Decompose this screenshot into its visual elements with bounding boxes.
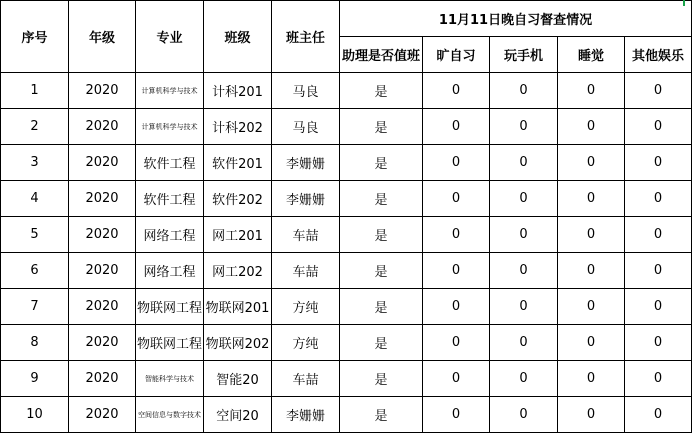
cell-class[interactable]: 物联网201 — [204, 289, 272, 325]
cell-sleep[interactable]: 0 — [558, 109, 625, 145]
cell-other[interactable]: 0 — [625, 73, 692, 109]
cell-absent[interactable]: 0 — [423, 109, 490, 145]
cell-phone[interactable]: 0 — [490, 397, 558, 433]
cell-phone[interactable]: 0 — [490, 289, 558, 325]
table-row — [1, 109, 692, 145]
cell-index[interactable]: 10 — [1, 397, 69, 433]
cell-class[interactable]: 网工201 — [204, 217, 272, 253]
cell-class[interactable]: 空间20 — [204, 397, 272, 433]
table-row — [1, 73, 692, 109]
cell-assistant[interactable]: 是 — [340, 145, 423, 181]
header-phone[interactable]: 玩手机 — [490, 37, 558, 73]
cell-assistant[interactable]: 是 — [340, 289, 423, 325]
cell-phone[interactable]: 0 — [490, 325, 558, 361]
cell-major[interactable]: 计算机科学与技术 — [136, 109, 204, 145]
cell-other[interactable]: 0 — [625, 361, 692, 397]
cell-teacher[interactable]: 车喆 — [272, 361, 340, 397]
table-row — [1, 289, 692, 325]
table-row — [1, 145, 692, 181]
cell-major[interactable]: 网络工程 — [136, 217, 204, 253]
header-group-title[interactable]: 11月11日晚自习督查情况 — [340, 1, 692, 37]
cell-year[interactable]: 2020 — [69, 145, 136, 181]
cell-index[interactable]: 1 — [1, 73, 69, 109]
cell-absent[interactable]: 0 — [423, 325, 490, 361]
cell-assistant[interactable]: 是 — [340, 109, 423, 145]
cell-class[interactable]: 网工202 — [204, 253, 272, 289]
cell-assistant[interactable]: 是 — [340, 253, 423, 289]
cell-phone[interactable]: 0 — [490, 73, 558, 109]
header-absent[interactable]: 旷自习 — [423, 37, 490, 73]
cell-year[interactable]: 2020 — [69, 109, 136, 145]
cell-class[interactable]: 计科201 — [204, 73, 272, 109]
header-year[interactable]: 年级 — [69, 1, 136, 73]
cell-absent[interactable]: 0 — [423, 397, 490, 433]
cell-sleep[interactable]: 0 — [558, 181, 625, 217]
cell-teacher[interactable]: 方纯 — [272, 289, 340, 325]
cell-teacher[interactable]: 车喆 — [272, 217, 340, 253]
cell-assistant[interactable]: 是 — [340, 181, 423, 217]
cell-year[interactable]: 2020 — [69, 73, 136, 109]
cell-major[interactable]: 软件工程 — [136, 181, 204, 217]
cell-other[interactable]: 0 — [625, 253, 692, 289]
cell-major[interactable]: 计算机科学与技术 — [136, 73, 204, 109]
cell-class[interactable]: 软件202 — [204, 181, 272, 217]
cell-other[interactable]: 0 — [625, 109, 692, 145]
cell-phone[interactable]: 0 — [490, 181, 558, 217]
table-row — [1, 253, 692, 289]
cell-class[interactable]: 计科202 — [204, 109, 272, 145]
cell-sleep[interactable]: 0 — [558, 289, 625, 325]
cell-index[interactable]: 9 — [1, 361, 69, 397]
header-major[interactable]: 专业 — [136, 1, 204, 73]
cell-major[interactable]: 空间信息与数字技术 — [136, 397, 204, 433]
cell-sleep[interactable]: 0 — [558, 325, 625, 361]
cell-absent[interactable]: 0 — [423, 289, 490, 325]
cell-sleep[interactable]: 0 — [558, 217, 625, 253]
table-row — [1, 397, 692, 433]
cell-other[interactable]: 0 — [625, 325, 692, 361]
cell-teacher[interactable]: 李姗姗 — [272, 145, 340, 181]
cell-major[interactable]: 物联网工程 — [136, 289, 204, 325]
cell-year[interactable]: 2020 — [69, 253, 136, 289]
cell-class[interactable]: 软件201 — [204, 145, 272, 181]
cell-index[interactable]: 7 — [1, 289, 69, 325]
cell-teacher[interactable]: 车喆 — [272, 253, 340, 289]
cell-index[interactable]: 3 — [1, 145, 69, 181]
cell-other[interactable]: 0 — [625, 145, 692, 181]
cell-major[interactable]: 物联网工程 — [136, 325, 204, 361]
cell-absent[interactable]: 0 — [423, 253, 490, 289]
cell-year[interactable]: 2020 — [69, 361, 136, 397]
cell-index[interactable]: 5 — [1, 217, 69, 253]
cell-phone[interactable]: 0 — [490, 361, 558, 397]
cell-phone[interactable]: 0 — [490, 217, 558, 253]
table-row — [1, 217, 692, 253]
cell-teacher[interactable]: 马良 — [272, 73, 340, 109]
cell-phone[interactable]: 0 — [490, 109, 558, 145]
cell-sleep[interactable]: 0 — [558, 361, 625, 397]
cell-year[interactable]: 2020 — [69, 325, 136, 361]
cell-year[interactable]: 2020 — [69, 181, 136, 217]
cell-absent[interactable]: 0 — [423, 217, 490, 253]
cell-assistant[interactable]: 是 — [340, 361, 423, 397]
cell-major[interactable]: 网络工程 — [136, 253, 204, 289]
cell-other[interactable]: 0 — [625, 289, 692, 325]
cell-sleep[interactable]: 0 — [558, 145, 625, 181]
cell-index[interactable]: 8 — [1, 325, 69, 361]
cell-major[interactable]: 软件工程 — [136, 145, 204, 181]
table-row — [1, 181, 692, 217]
cell-phone[interactable]: 0 — [490, 253, 558, 289]
cell-index[interactable]: 2 — [1, 109, 69, 145]
table-row — [1, 361, 692, 397]
cell-teacher[interactable]: 李姗姗 — [272, 181, 340, 217]
cell-sleep[interactable]: 0 — [558, 253, 625, 289]
cell-other[interactable]: 0 — [625, 397, 692, 433]
cell-assistant[interactable]: 是 — [340, 73, 423, 109]
cell-phone[interactable]: 0 — [490, 145, 558, 181]
cell-year[interactable]: 2020 — [69, 397, 136, 433]
header-other[interactable]: 其他娱乐 — [625, 37, 692, 73]
cell-absent[interactable]: 0 — [423, 145, 490, 181]
cell-year[interactable]: 2020 — [69, 289, 136, 325]
cell-assistant[interactable]: 是 — [340, 325, 423, 361]
cell-teacher[interactable]: 马良 — [272, 109, 340, 145]
cell-absent[interactable]: 0 — [423, 361, 490, 397]
cell-other[interactable]: 0 — [625, 217, 692, 253]
table-body — [1, 73, 692, 433]
cell-teacher[interactable]: 方纯 — [272, 325, 340, 361]
header-teacher[interactable]: 班主任 — [272, 1, 340, 73]
cell-class[interactable]: 物联网202 — [204, 325, 272, 361]
cell-index[interactable]: 4 — [1, 181, 69, 217]
header-assistant[interactable]: 助理是否值班 — [340, 37, 423, 73]
table-row — [1, 325, 692, 361]
cell-cursor-mark — [683, 0, 685, 6]
cell-assistant[interactable]: 是 — [340, 397, 423, 433]
header-class[interactable]: 班级 — [204, 1, 272, 73]
cell-index[interactable]: 6 — [1, 253, 69, 289]
cell-absent[interactable]: 0 — [423, 181, 490, 217]
cell-year[interactable]: 2020 — [69, 217, 136, 253]
cell-absent[interactable]: 0 — [423, 73, 490, 109]
header-sleep[interactable]: 睡觉 — [558, 37, 625, 73]
cell-sleep[interactable]: 0 — [558, 73, 625, 109]
cell-assistant[interactable]: 是 — [340, 217, 423, 253]
cell-teacher[interactable]: 李姗姗 — [272, 397, 340, 433]
cell-class[interactable]: 智能20 — [204, 361, 272, 397]
cell-major[interactable]: 智能科学与技术 — [136, 361, 204, 397]
cell-other[interactable]: 0 — [625, 181, 692, 217]
header-index[interactable]: 序号 — [1, 1, 69, 73]
cell-sleep[interactable]: 0 — [558, 397, 625, 433]
